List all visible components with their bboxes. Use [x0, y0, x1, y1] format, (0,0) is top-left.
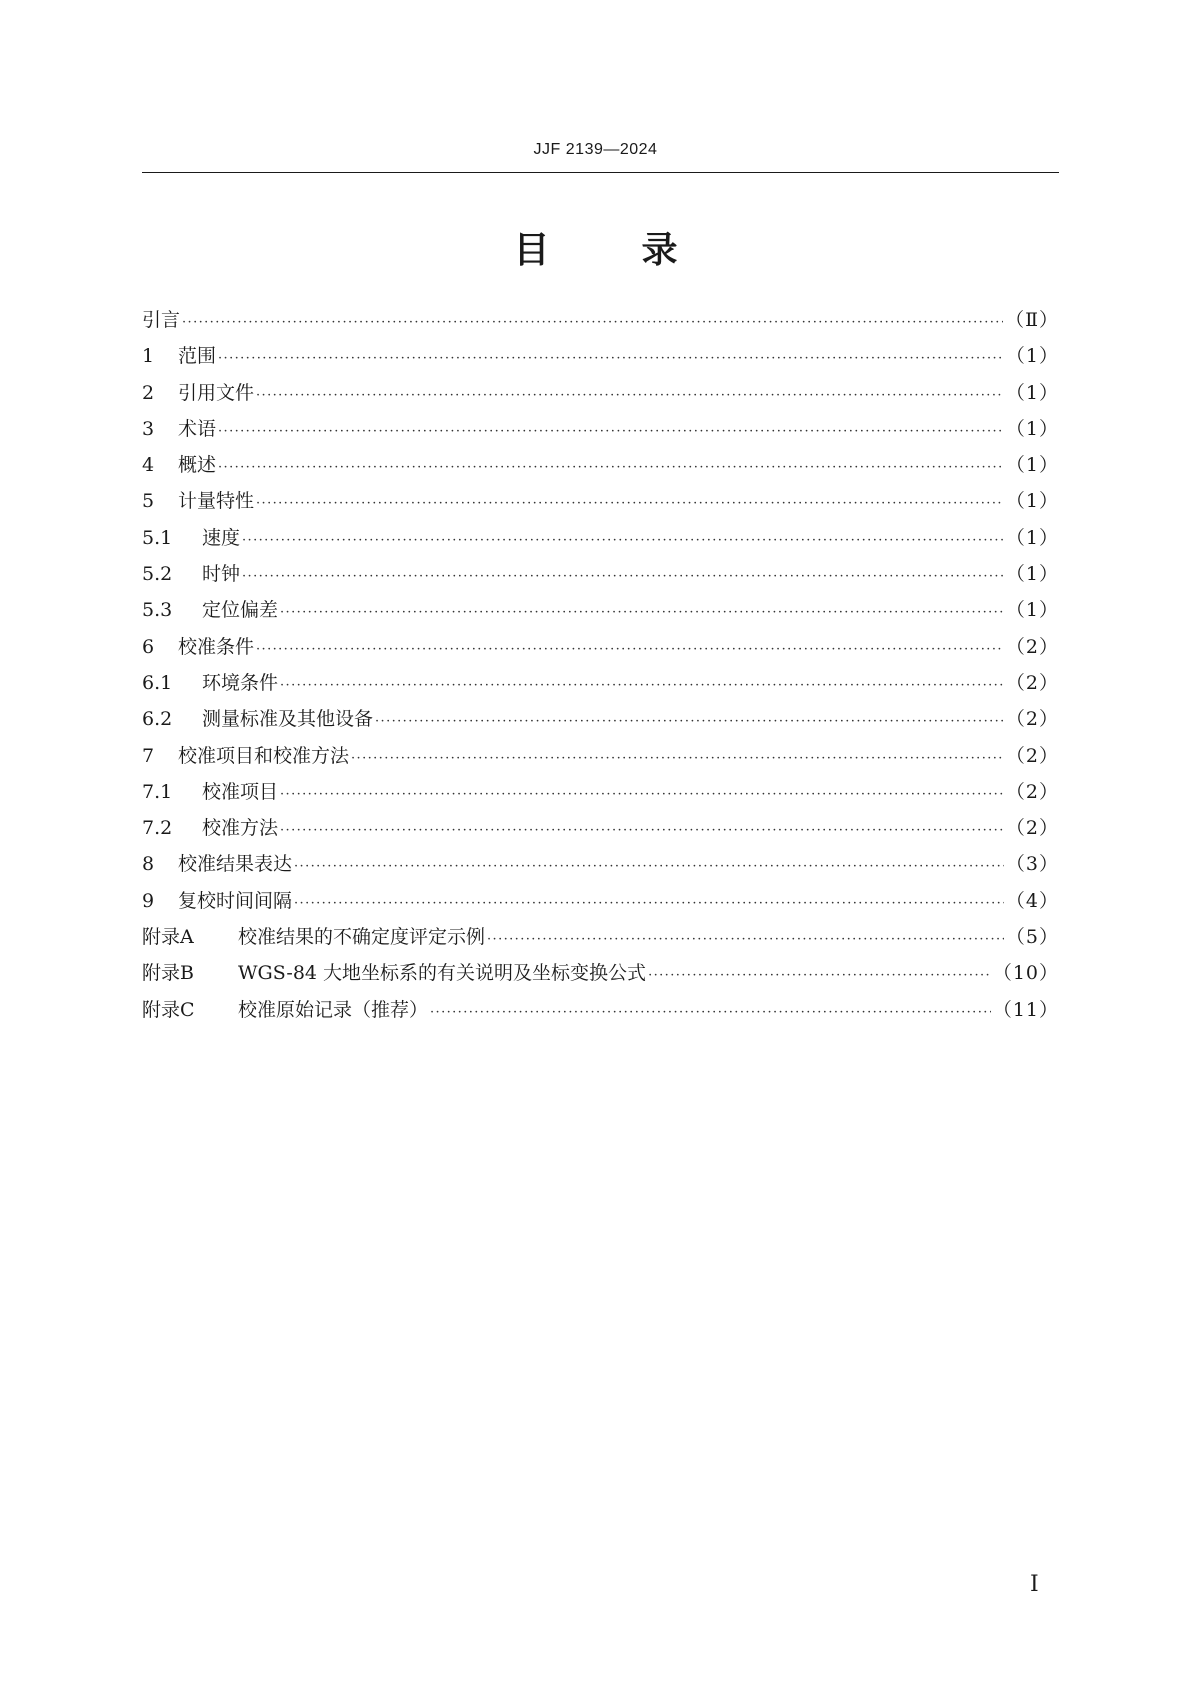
toc-entry-text: 环境条件 — [202, 671, 279, 694]
toc-entry-number: 5.3 — [142, 599, 173, 622]
toc-entry-4[interactable] — [142, 447, 1059, 483]
toc-entry-page: （1） — [1005, 381, 1059, 404]
toc-entry-number: 7.2 — [142, 817, 173, 840]
dot-leader — [294, 849, 1004, 885]
toc-entry-number: 6 — [142, 635, 155, 658]
toc-entry-number: 3 — [142, 417, 155, 440]
toc-entry-6[interactable] — [142, 629, 1059, 665]
toc-entry-page: （2） — [1005, 780, 1059, 803]
dot-leader — [218, 414, 1004, 450]
toc-entry-text: 定位偏差 — [202, 599, 279, 622]
toc-entry-number: 附录B — [142, 962, 194, 985]
toc-entry-page: （1） — [1005, 526, 1059, 549]
toc-entry-page: （5） — [1005, 926, 1059, 949]
toc-entry-text: 术语 — [178, 417, 217, 440]
toc-entry-number: 5.1 — [142, 526, 173, 549]
toc-entry-number: 7.1 — [142, 780, 173, 803]
toc-entry-page: （1） — [1005, 490, 1059, 513]
toc-entry-page: （2） — [1005, 708, 1059, 731]
toc-entry-number: 7 — [142, 744, 155, 767]
toc-entry-page: （2） — [1005, 744, 1059, 767]
table-of-contents — [142, 302, 1059, 1028]
toc-entry-5-1[interactable] — [142, 520, 1059, 556]
dot-leader — [218, 341, 1004, 377]
toc-entry-text: WGS-84 大地坐标系的有关说明及坐标变换公式 — [238, 962, 647, 985]
toc-entry-number: 5 — [142, 490, 155, 513]
toc-entry-text: 范围 — [178, 345, 217, 368]
dot-leader — [218, 450, 1004, 486]
toc-entry-text: 计量特性 — [178, 490, 255, 513]
toc-entry-3[interactable] — [142, 411, 1059, 447]
toc-entry-9[interactable] — [142, 883, 1059, 919]
toc-entry-text: 引言 — [142, 309, 181, 331]
toc-entry-text: 复校时间间隔 — [178, 889, 293, 912]
toc-entry-text: 概述 — [178, 454, 217, 477]
page-title — [0, 222, 1191, 273]
dot-leader — [256, 378, 1004, 414]
toc-entry-page: （3） — [1005, 853, 1059, 876]
toc-entry-page: （2） — [1005, 671, 1059, 694]
toc-entry-page: （1） — [1005, 563, 1059, 586]
toc-entry-appendix-a[interactable] — [142, 919, 1059, 955]
dot-leader — [280, 595, 1004, 631]
toc-entry-intro[interactable] — [142, 302, 1059, 338]
dot-leader — [242, 559, 1004, 595]
toc-entry-text: 测量标准及其他设备 — [202, 708, 374, 731]
toc-entry-6-2[interactable] — [142, 701, 1059, 737]
toc-entry-number: 9 — [142, 889, 155, 912]
toc-entry-page: （1） — [1005, 599, 1059, 622]
toc-entry-7[interactable] — [142, 738, 1059, 774]
dot-leader — [487, 922, 1004, 958]
toc-entry-5-3[interactable] — [142, 592, 1059, 628]
toc-entry-7-2[interactable] — [142, 810, 1059, 846]
toc-entry-number: 附录A — [142, 926, 194, 949]
toc-entry-appendix-b[interactable] — [142, 955, 1059, 991]
dot-leader — [242, 523, 1004, 559]
dot-leader — [182, 305, 1003, 341]
toc-entry-number: 附录C — [142, 998, 195, 1021]
toc-entry-page: （2） — [1005, 635, 1059, 658]
toc-entry-text: 时钟 — [202, 563, 241, 586]
toc-entry-number: 2 — [142, 381, 155, 404]
toc-entry-number: 6.1 — [142, 671, 173, 694]
toc-entry-text: 校准项目和校准方法 — [178, 744, 350, 767]
dot-leader — [648, 958, 991, 994]
page-number: Ⅰ — [1030, 1572, 1039, 1597]
toc-entry-page: （11） — [992, 998, 1059, 1021]
toc-entry-text: 校准结果的不确定度评定示例 — [238, 926, 486, 949]
dot-leader — [430, 995, 991, 1031]
toc-entry-page: （Ⅱ） — [1005, 309, 1059, 331]
toc-entry-page: （2） — [1005, 817, 1059, 840]
toc-entry-appendix-c[interactable] — [142, 992, 1059, 1028]
toc-entry-text: 校准原始记录（推荐） — [238, 998, 429, 1021]
toc-entry-page: （10） — [992, 962, 1059, 985]
toc-entry-text: 速度 — [202, 526, 241, 549]
toc-entry-7-1[interactable] — [142, 774, 1059, 810]
dot-leader — [351, 741, 1004, 777]
toc-entry-number: 1 — [142, 345, 155, 368]
toc-entry-2[interactable] — [142, 375, 1059, 411]
dot-leader — [280, 668, 1004, 704]
toc-entry-page: （1） — [1005, 454, 1059, 477]
toc-entry-page: （4） — [1005, 889, 1059, 912]
dot-leader — [256, 632, 1004, 668]
toc-entry-text: 校准条件 — [178, 635, 255, 658]
toc-entry-text: 校准项目 — [202, 780, 279, 803]
dot-leader — [280, 777, 1004, 813]
dot-leader — [280, 813, 1004, 849]
dot-leader — [256, 486, 1004, 522]
toc-entry-text: 引用文件 — [178, 381, 255, 404]
dot-leader — [294, 886, 1004, 922]
toc-entry-number: 5.2 — [142, 563, 173, 586]
toc-entry-text: 校准方法 — [202, 817, 279, 840]
toc-entry-1[interactable] — [142, 338, 1059, 374]
standard-code: JJF 2139—2024 — [533, 141, 658, 158]
toc-entry-text: 校准结果表达 — [178, 853, 293, 876]
toc-entry-number: 4 — [142, 454, 155, 477]
toc-entry-number: 6.2 — [142, 708, 173, 731]
title-char-2: 录 — [641, 230, 678, 271]
toc-entry-8[interactable] — [142, 846, 1059, 882]
title-char-1: 目 — [513, 230, 550, 271]
toc-entry-number: 8 — [142, 853, 155, 876]
dot-leader — [375, 704, 1004, 740]
toc-entry-5[interactable] — [142, 483, 1059, 519]
toc-entry-page: （1） — [1005, 417, 1059, 440]
header-divider — [142, 172, 1059, 173]
toc-entry-5-2[interactable] — [142, 556, 1059, 592]
toc-entry-6-1[interactable] — [142, 665, 1059, 701]
toc-entry-page: （1） — [1005, 345, 1059, 368]
